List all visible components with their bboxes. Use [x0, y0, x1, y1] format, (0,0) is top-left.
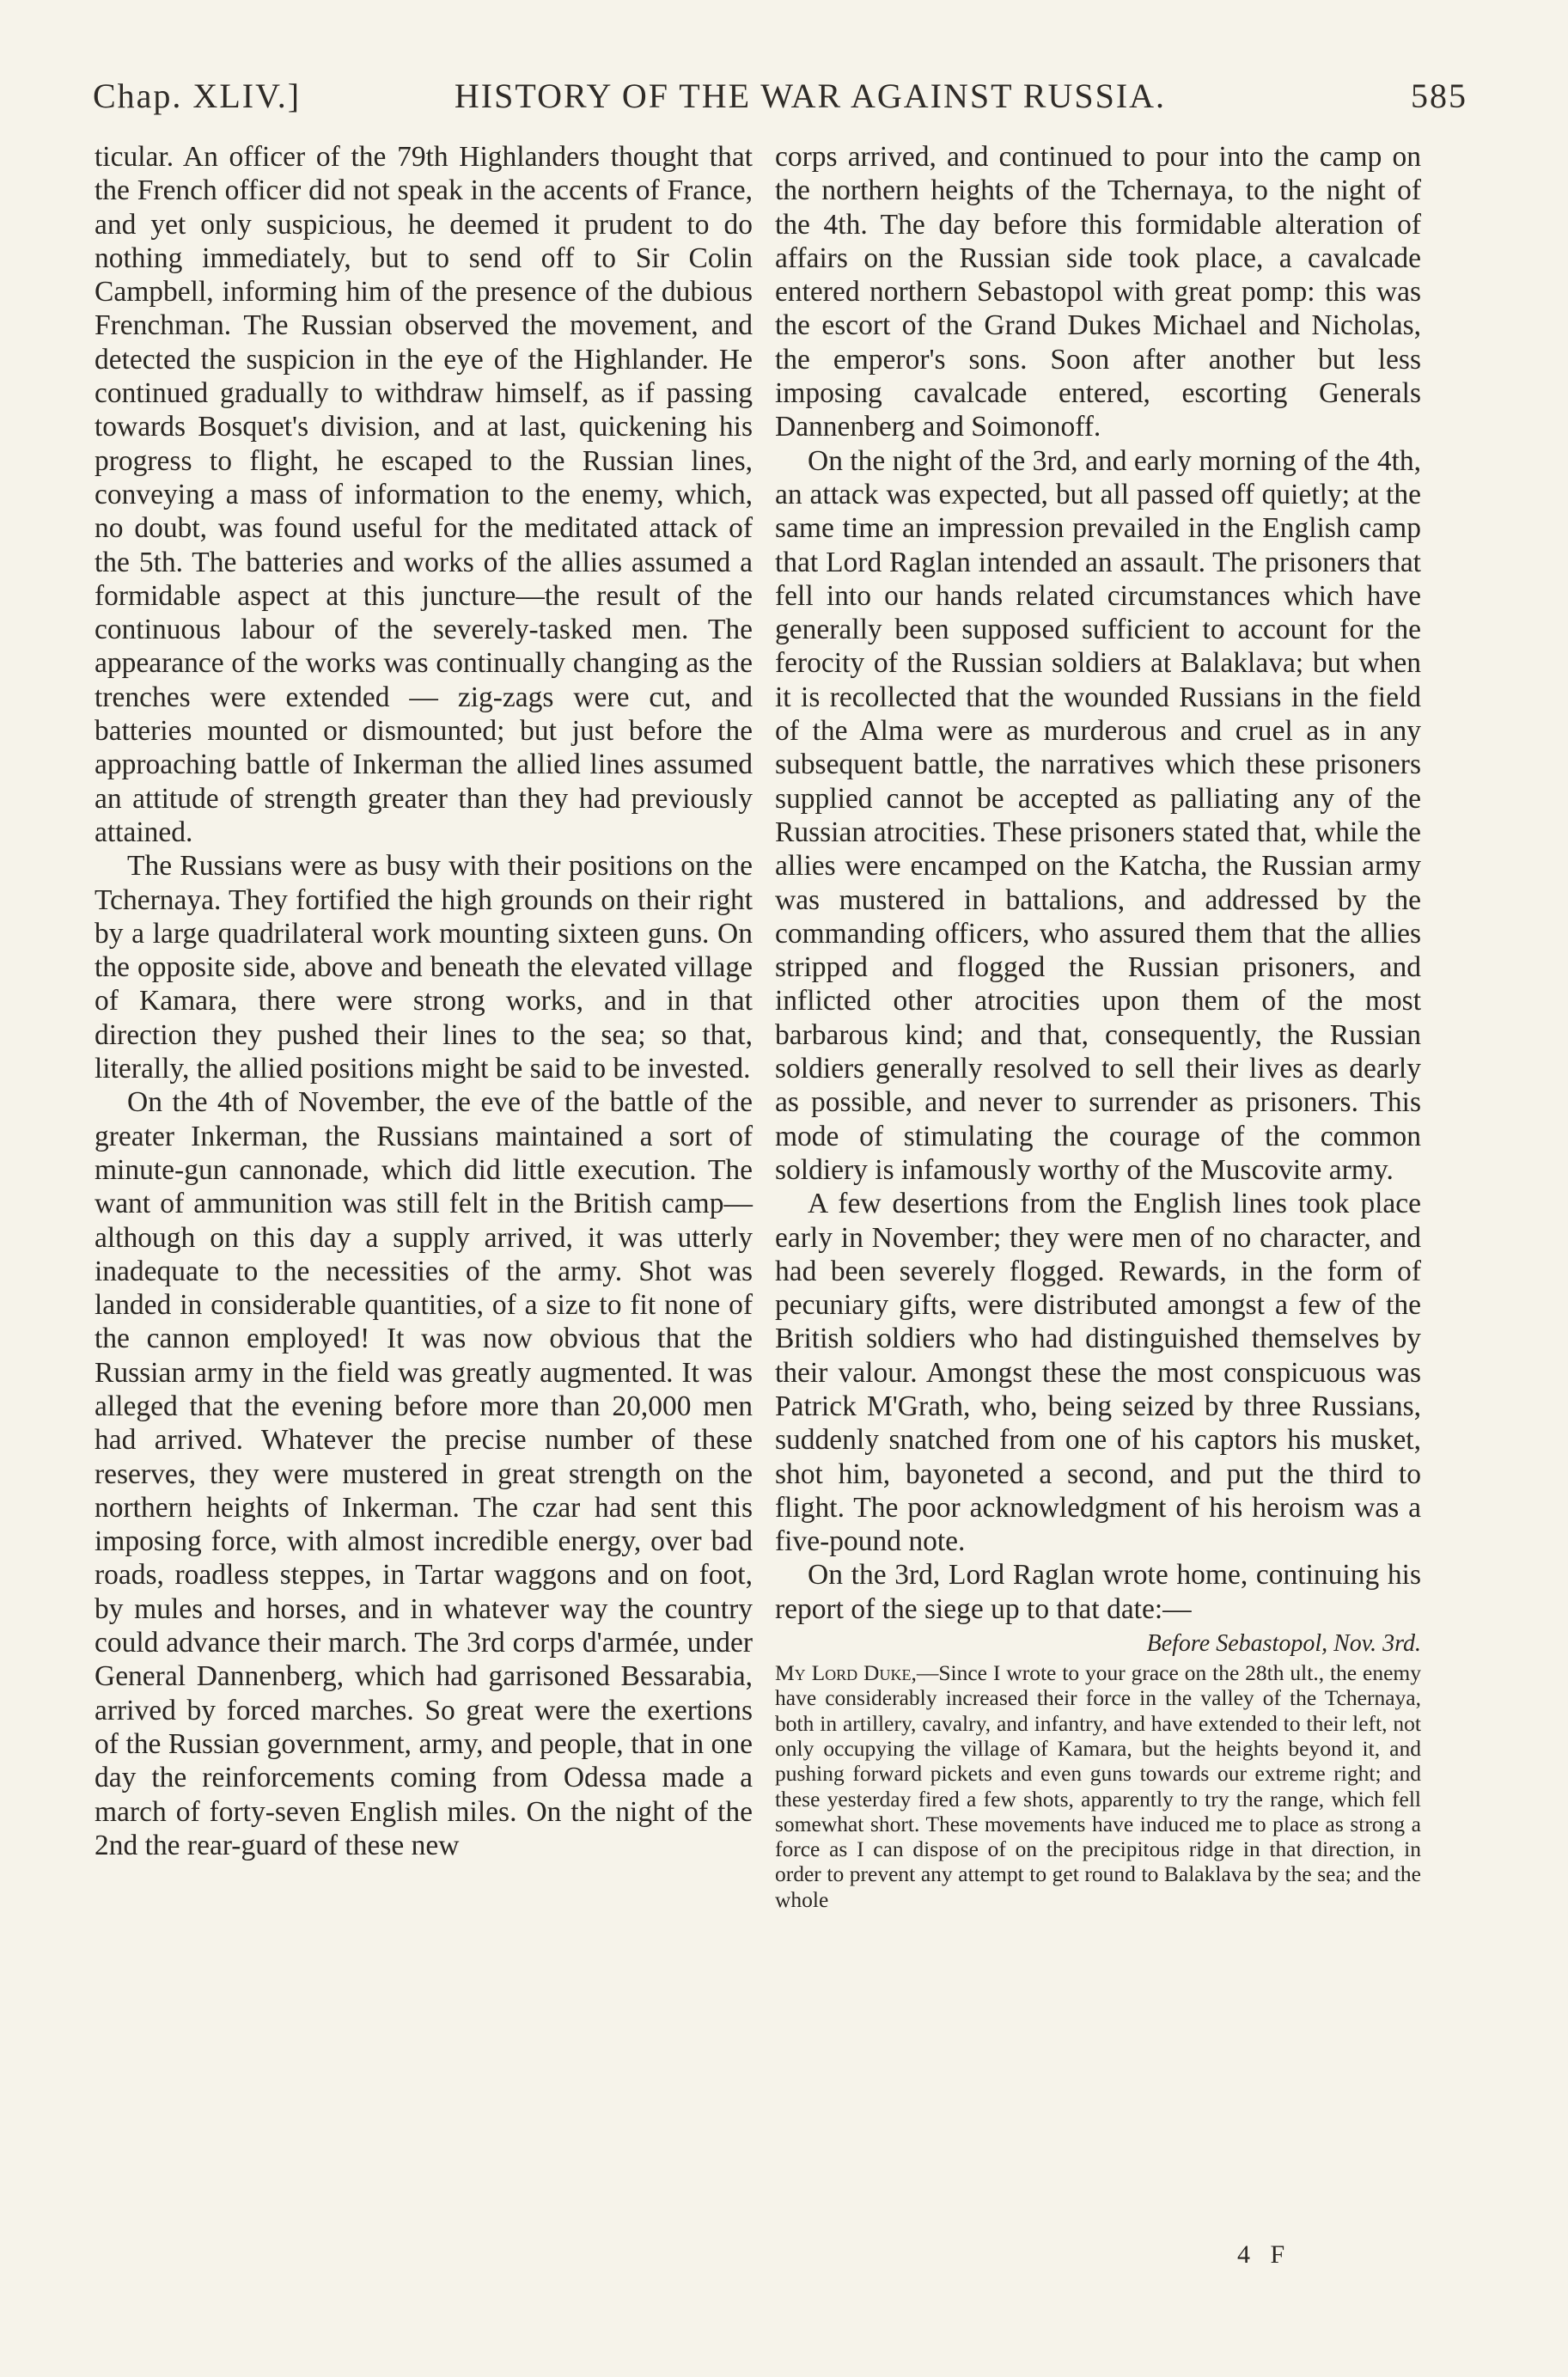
paragraph: corps arrived, and continued to pour into the camp on the northern heights of the Tchernaya, to the night of the 4th. The day before this formidable alteration of affairs on the Russian side took place, a cavalcade entered northern Sebastopol with great pomp: this was the escort of the Grand Dukes Michael and Nicholas, the emperor's sons. Soon after another but less imposing cavalcade entered, escorting Generals Dannenberg and Soimonoff.	[775, 141, 1421, 443]
paragraph: A few desertions from the English lines took place early in November; they were men of no character, and had been severely flogged. Rewards, in the form of pecuniary gifts, were distributed amongst a few of the British soldiers who had distinguished themselves by their valour. Amongst these the most conspicuous was Patrick M'Grath, who, being seized by three Russians, suddenly snatched from one of his captors his musket, shot him, bayoneted a second, and put the third to flight. The poor acknowledgment of his heroism was a five-pound note.	[775, 1188, 1421, 1558]
right-column	[775, 140, 1421, 1912]
paragraph: On the 4th of November, the eve of the battle of the greater Inkerman, the Russians maintained a sort of minute-gun cannonade, which did little execution. The want of ammunition was still felt in the British camp—although on this day a supply arrived, it was utterly inadequate to the necessities of the army. Shot was landed in considerable quantities, of a size to fit none of the cannon employed! It was now obvious that the Russian army in the field was greatly augmented. It was alleged that the evening before more than 20,000 men had arrived. Whatever the precise number of these reserves, they were mustered in great strength on the northern heights of Inkerman. The czar had sent this imposing force, with almost incredible energy, over bad roads, roadless steppes, in Tartar waggons and on foot, by mules and horses, and in whatever way the country could advance their march. The 3rd corps d'armée, under General Dannenberg, which had garrisoned Bessarabia, arrived by forced marches. So great were the exertions of the Russian government, army, and people, that in one day the reinforcements coming from Odessa made a march of forty-seven English miles. On the night of the 2nd the rear-guard of these new	[95, 1086, 753, 1861]
letter-body: —Since I wrote to your grace on the 28th ult., the enemy have considerably increased their force in the valley of the Tchernaya, both in artillery, cavalry, and infantry, and have extended to their left, not only occupying the village of Kamara, but the heights beyond it, and pushing forward pickets and even guns towards our extreme right; and these yesterday fired a few shots, apparently to try the range, which fell somewhat short. These movements have induced me to place as strong a force as I can dispose of on the precipitous ridge in that direction, in order to prevent any attempt to get round to Balaklava by the sea; and the whole	[775, 1660, 1421, 1912]
letter-salutation: My Lord Duke,	[775, 1660, 917, 1686]
chapter-label: Chap. XLIV.]	[93, 76, 302, 115]
quoted-letter	[775, 1660, 1421, 1912]
paragraph: ticular. An officer of the 79th Highlanders thought that the French officer did not speak in the accents of France, and yet only suspicious, he deemed it prudent to do nothing immediately, but to send off to Sir Colin Campbell, informing him of the presence of the dubious Frenchman. The Russian observed the movement, and detected the suspicion in the eye of the Highlander. He continued gradually to withdraw himself, as if passing towards Bosquet's division, and at last, quickening his progress to flight, he escaped to the Russian lines, conveying a mass of information to the enemy, which, no doubt, was found useful for the meditated attack of the 5th. The batteries and works of the allies assumed a formidable aspect at this juncture—the result of the continuous labour of the severely-tasked men. The appearance of the works was continually changing as the trenches were extended — zig-zags were cut, and batteries mounted or dismounted; but just before the approaching battle of Inkerman the allied lines assumed an attitude of strength greater than they had previously attained.	[95, 141, 753, 848]
page-number: 585	[1411, 76, 1467, 115]
paragraph: The Russians were as busy with their positions on the Tchernaya. They fortified the high grounds on their right by a large quadrilateral work mounting sixteen guns. On the opposite side, above and beneath the elevated village of Kamara, there were strong works, and in that direction they pushed their lines to the sea; so that, literally, the allied positions might be said to be invested.	[95, 850, 753, 1085]
running-title: HISTORY OF THE WAR AGAINST RUSSIA.	[454, 76, 1167, 115]
running-header	[93, 76, 1467, 127]
letter-dateline: Before Sebastopol, Nov. 3rd.	[1146, 1630, 1421, 1658]
paragraph: On the 3rd, Lord Raglan wrote home, continuing his report of the siege up to that date:—	[775, 1559, 1421, 1625]
paragraph: On the night of the 3rd, and early morning of the 4th, an attack was expected, but all passed off quietly; at the same time an impression prevailed in the English camp that Lord Raglan intended an assault. The prisoners that fell into our hands related circumstances which have generally been supposed sufficient to account for the ferocity of the Russian soldiers at Balaklava; but when it is recollected that the wounded Russians in the field of the Alma were as murderous and cruel as in any subsequent battle, the narratives which these prisoners supplied cannot be accepted as palliating any of the Russian atrocities. These prisoners stated that, while the allies were encamped on the Katcha, the Russian army was mustered in battalions, and addressed by the commanding officers, who assured them that the allies stripped and flogged the Russian prisoners, and inflicted other atrocities upon them of the most barbarous kind; and that, consequently, the Russian soldiers generally resolved to sell their lives as dearly as possible, and never to surrender as prisoners. This mode of stimulating the courage of the common soldiery is infamously worthy of the Muscovite army.	[775, 444, 1421, 1186]
left-column	[95, 140, 753, 1862]
signature-mark: 4 F	[1237, 2240, 1292, 2269]
